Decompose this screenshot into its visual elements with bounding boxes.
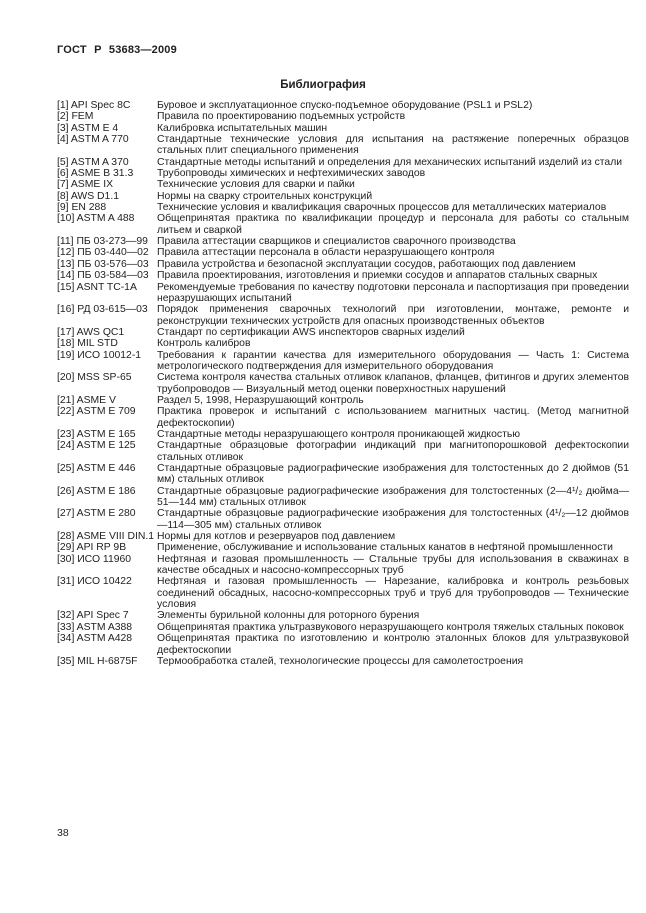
bib-entry-ref: [21] ASME V bbox=[57, 394, 116, 406]
bib-entry-text: Практика проверок и испытаний с использованием магнитных частиц. (Метод магнитной дефектоскопии) bbox=[157, 406, 629, 429]
bib-entry-text: Общепринятая практика ультразвукового неразрушающего контроля тяжелых стальных поковок bbox=[157, 621, 624, 633]
bib-entry-text: Порядок применения сварочных технологий при изготовлении, монтаже, ремонте и реконструкции технических устройств для опасных производственных объектов bbox=[157, 304, 629, 327]
bib-entry-ref: [11] ПБ 03-273—99 bbox=[57, 236, 148, 248]
bib-entry-ref: [5] ASTM A 370 bbox=[57, 156, 129, 168]
bib-entry bbox=[57, 327, 629, 338]
bib-entry-ref: [34] ASTM A428 bbox=[57, 633, 133, 645]
bib-entry-text: Нефтяная и газовая промышленность — Нарезание, калибровка и контроль резьбовых соединений обсадных, насосно-компрессорных труб и труб для трубопроводов — Технические условия bbox=[157, 576, 629, 611]
bib-entry-ref: [24] ASTM E 125 bbox=[57, 440, 136, 452]
bib-entry bbox=[57, 247, 629, 258]
bib-entry bbox=[57, 406, 629, 429]
bib-entry-ref: [33] ASTM A388 bbox=[57, 621, 133, 633]
bib-entry bbox=[57, 304, 629, 327]
bib-entry-text: Правила по проектированию подъемных устройств bbox=[157, 111, 406, 123]
bib-entry bbox=[57, 259, 629, 270]
bib-entry-text: Нормы для котлов и резервуаров под давлением bbox=[157, 531, 396, 543]
bib-entry bbox=[57, 554, 629, 577]
bib-entry-text: Технические условия и квалификация сварочных процессов для металлических материалов bbox=[157, 202, 607, 214]
bib-entry bbox=[57, 576, 629, 610]
bib-entry-text: Стандартные образцовые радиографические изображения для толстостенных до 2 дюймов (51 мм) стальных отливок bbox=[157, 463, 629, 486]
bib-entry bbox=[57, 531, 629, 542]
bib-entry-ref: [20] MSS SP-65 bbox=[57, 372, 132, 384]
bib-entry-ref: [17] AWS QC1 bbox=[57, 326, 125, 338]
bib-entry-text: Общепринятая практика по изготовлению и контролю эталонных блоков для ультразвуковой дефектоскопии bbox=[157, 633, 629, 656]
bib-entry-text: Стандартные образцовые радиографические изображения для толстостенных (2—4¹/₂ дюйма—51—144 мм) стальных отливок bbox=[157, 485, 629, 509]
bib-entry-text: Стандартные образцовые фотографии индикаций при магнитопорошковой дефектоскопии стальных отливок bbox=[157, 440, 629, 463]
bib-entry-text: Стандартные методы испытаний и определения для механических испытаний изделий из стали bbox=[157, 156, 623, 168]
bib-entry bbox=[57, 486, 629, 509]
bib-entry-ref: [35] MIL H-6875F bbox=[57, 655, 138, 667]
bib-entry bbox=[57, 463, 629, 486]
bib-entry-text: Нефтяная и газовая промышленность — Стальные трубы для использования в скважинах в качестве обсадных и насосно-компрессорных труб bbox=[157, 553, 629, 577]
bib-entry-text: Стандартные технические условия для испытания на растяжение поперечных образцов стальных плит специального применения bbox=[157, 134, 629, 157]
bib-entry-text: Система контроля качества стальных отливок клапанов, фланцев, фитингов и других элементов трубопроводов — Визуальный метод оценки поверхностных нарушений bbox=[157, 372, 629, 395]
bib-entry-text: Калибровка испытательных машин bbox=[157, 122, 328, 134]
bib-entry bbox=[57, 508, 629, 531]
bib-entry-text: Нормы на сварку строительных конструкций bbox=[157, 190, 373, 202]
bib-entry bbox=[57, 440, 629, 463]
bib-entry-ref: [22] ASTM E 709 bbox=[57, 406, 136, 418]
bibliography-list bbox=[57, 100, 629, 667]
bib-entry-ref: [23] ASTM E 165 bbox=[57, 428, 136, 440]
page-number: 38 bbox=[57, 827, 69, 839]
bib-entry bbox=[57, 100, 629, 111]
bib-entry bbox=[57, 338, 629, 349]
bib-entry-ref: [12] ПБ 03-440—02 bbox=[57, 247, 149, 259]
bib-entry-text: Рекомендуемые требования по качеству подготовки персонала и паспортизация при проведении неразрушающих испытаний bbox=[157, 281, 629, 304]
bib-entry bbox=[57, 213, 629, 236]
bib-entry-ref: [32] API Spec 7 bbox=[57, 610, 129, 622]
bib-entry-ref: [1] API Spec 8C bbox=[57, 100, 131, 111]
bib-entry bbox=[57, 157, 629, 168]
bib-entry-text: Правила устройства и безопасной эксплуатации сосудов, работающих под давлением bbox=[157, 258, 576, 270]
bib-entry-text: Правила аттестации персонала в области неразрушающего контроля bbox=[157, 247, 495, 259]
bib-entry-ref: [15] ASNT TC-1A bbox=[57, 281, 137, 293]
bib-entry-ref: [9] EN 288 bbox=[57, 202, 107, 214]
bib-entry-ref: [28] ASME VIII DIN.1 bbox=[57, 531, 155, 543]
bib-entry bbox=[57, 350, 629, 373]
bib-entry-ref: [6] ASME B 31.3 bbox=[57, 168, 134, 180]
bib-entry bbox=[57, 236, 629, 247]
bib-entry-ref: [10] ASTM A 488 bbox=[57, 213, 135, 225]
bib-entry-ref: [31] ИСО 10422 bbox=[57, 576, 132, 588]
bib-entry bbox=[57, 610, 629, 621]
bib-entry-text: Раздел 5, 1998, Неразрушающий контроль bbox=[157, 394, 364, 406]
bib-entry-ref: [29] API RP 9B bbox=[57, 542, 127, 554]
bib-entry bbox=[57, 270, 629, 281]
bib-entry-ref: [18] MIL STD bbox=[57, 338, 118, 350]
bib-entry bbox=[57, 134, 629, 157]
bib-entry bbox=[57, 429, 629, 440]
bib-entry-text: Термообработка сталей, технологические процессы для самолетостроения bbox=[157, 655, 524, 667]
bib-entry-text: Буровое и эксплуатационное спуско-подъемное оборудование (PSL1 и PSL2) bbox=[157, 100, 533, 111]
bib-entry bbox=[57, 202, 629, 213]
bib-entry bbox=[57, 111, 629, 122]
bib-entry bbox=[57, 282, 629, 305]
bib-entry-ref: [4] ASTM A 770 bbox=[57, 134, 129, 146]
document-header: ГОСТ Р 53683—2009 bbox=[57, 44, 177, 56]
bib-entry-ref: [25] ASTM E 446 bbox=[57, 463, 136, 474]
bib-entry-ref: [13] ПБ 03-576—03 bbox=[57, 258, 149, 270]
bib-entry-ref: [7] ASME IX bbox=[57, 179, 114, 191]
bib-entry-ref: [2] FEM bbox=[57, 111, 94, 123]
bib-entry-text: Правила аттестации сварщиков и специалистов сварочного производства bbox=[157, 236, 516, 248]
bib-entry-text: Общепринятая практика по квалификации процедур и персонала для работы со стальным литьем и сваркой bbox=[157, 213, 629, 236]
bib-entry bbox=[57, 191, 629, 202]
bib-entry-text: Стандарт по сертификации AWS инспекторов сварных изделий bbox=[157, 326, 465, 338]
bib-entry bbox=[57, 123, 629, 134]
bib-entry-text: Требования к гарантии качества для измерительного оборудования — Часть 1: Система метрологического подтверждения для измерительного оборудования bbox=[157, 349, 629, 372]
bib-entry-ref: [19] ИСО 10012-1 bbox=[57, 349, 142, 361]
page-title: Библиография bbox=[280, 79, 366, 91]
bib-entry bbox=[57, 542, 629, 553]
bib-entry-ref: [8] AWS D1.1 bbox=[57, 190, 119, 202]
bib-entry bbox=[57, 633, 629, 656]
bib-entry bbox=[57, 622, 629, 633]
bib-entry-ref: [30] ИСО 11960 bbox=[57, 553, 132, 565]
bib-entry-text: Технические условия для сварки и пайки bbox=[157, 179, 355, 191]
bib-entry-text: Контроль калибров bbox=[157, 338, 251, 350]
bib-entry-ref: [3] ASTM E 4 bbox=[57, 122, 119, 134]
bib-entry-ref: [16] РД 03-615—03 bbox=[57, 304, 148, 316]
bib-entry-text: Правила проектирования, изготовления и приемки сосудов и аппаратов стальных сварных bbox=[157, 270, 598, 282]
bib-entry-text: Применение, обслуживание и использование стальных канатов в нефтяной промышленности bbox=[157, 542, 613, 554]
bib-entry-text: Элементы бурильной колонны для роторного бурения bbox=[157, 610, 420, 622]
bib-entry bbox=[57, 395, 629, 406]
bib-entry-ref: [26] ASTM E 186 bbox=[57, 485, 136, 497]
bib-entry-text: Стандартные образцовые радиографические изображения для толстостенных (4¹/₂—12 дюймов —114—305 мм) стальных отливок bbox=[157, 508, 629, 531]
bib-entry-text: Стандартные методы неразрушающего контроля проникающей жидкостью bbox=[157, 428, 521, 440]
bib-entry-ref: [14] ПБ 03-584—03 bbox=[57, 270, 149, 282]
bib-entry bbox=[57, 656, 629, 667]
bib-entry bbox=[57, 372, 629, 395]
bib-entry-ref: [27] ASTM E 280 bbox=[57, 508, 136, 520]
bib-entry bbox=[57, 179, 629, 190]
bib-entry bbox=[57, 168, 629, 179]
bib-entry-text: Трубопроводы химических и нефтехимических заводов bbox=[157, 168, 426, 180]
